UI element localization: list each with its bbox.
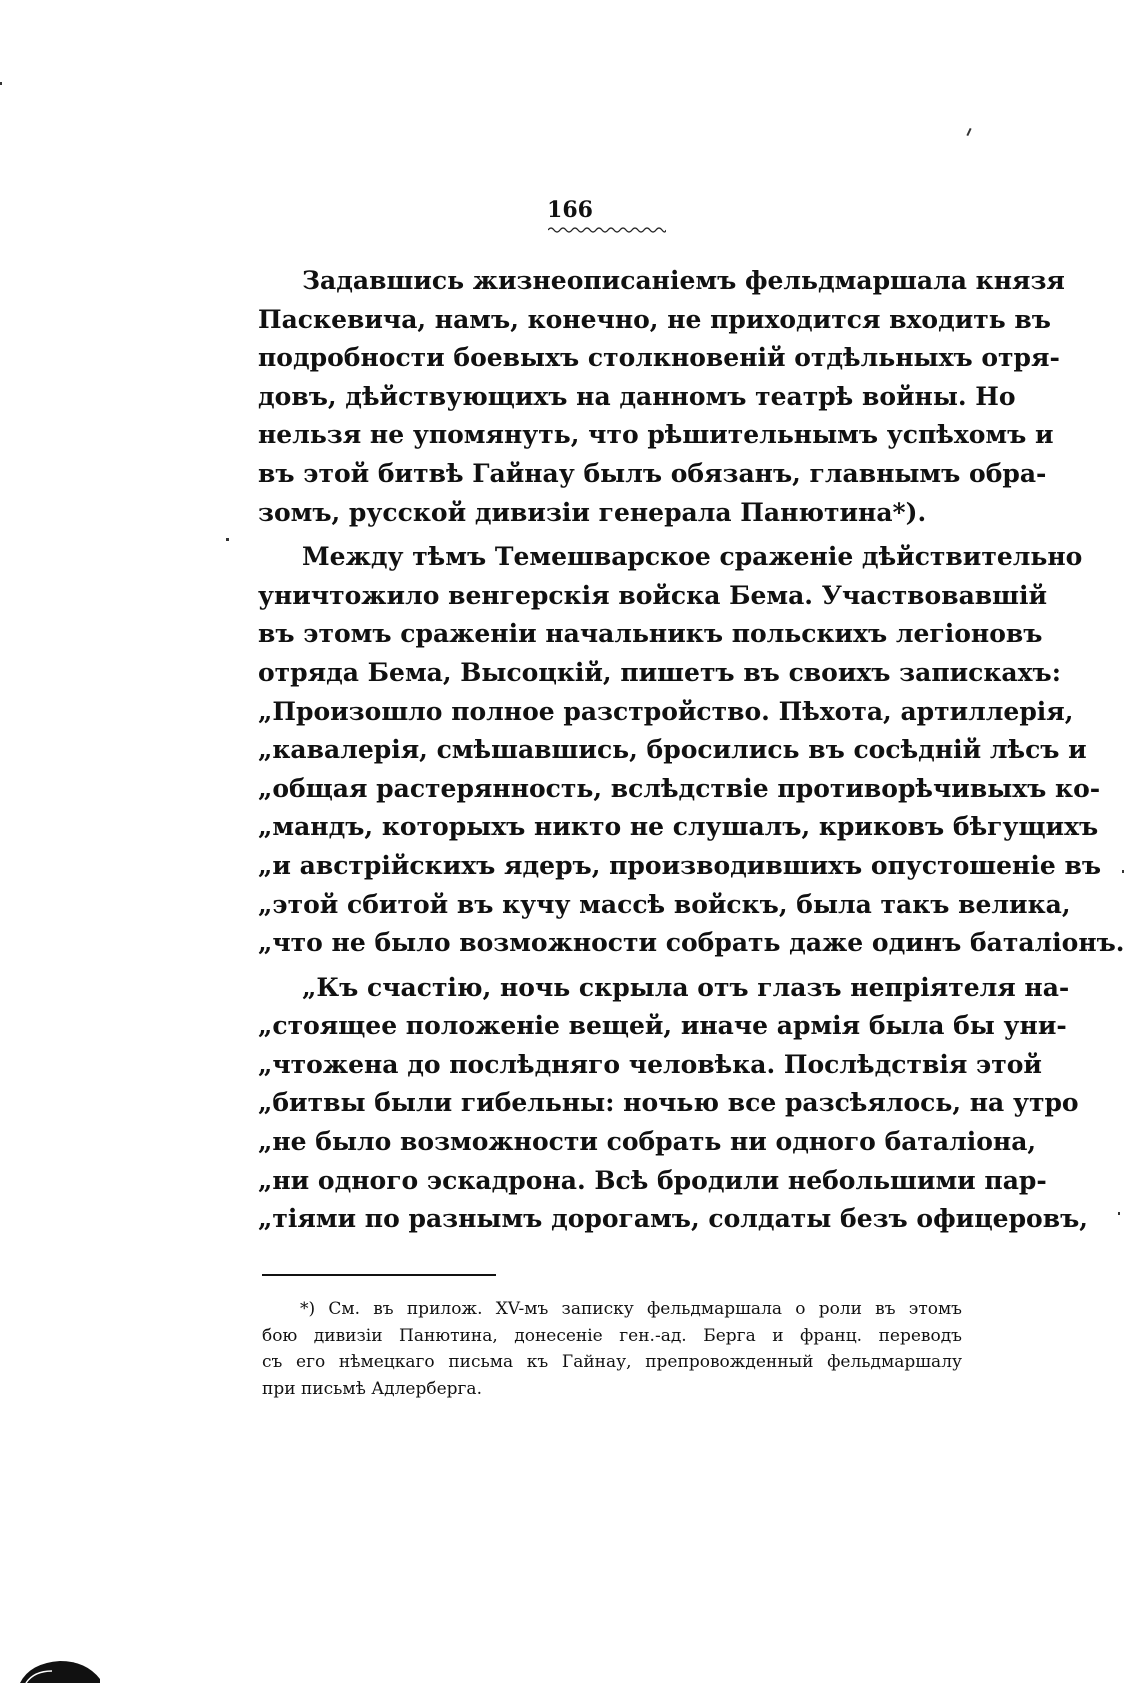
scan-edge-artifact: [20, 1657, 100, 1683]
text-line: уничтожило венгерскія войска Бема. Участвовавшій: [258, 580, 1048, 610]
text-line: „не было возможности собрать ни одного баталіона,: [258, 1127, 1037, 1157]
footnote-line: *) См. въ прилож. XV-мъ записку фельдмаршала о роли въ этомъ: [300, 1299, 962, 1319]
scan-speck: [0, 82, 2, 85]
text-line: Задавшись жизнеописаніемъ фельдмаршала князя: [302, 266, 1065, 295]
page-number-wavy-rule: [548, 226, 666, 234]
scan-speck: [226, 538, 229, 541]
text-line: въ этой битвѣ Гайнау былъ обязанъ, главнымъ обра-: [258, 458, 1047, 488]
text-line: нельзя не упомянуть, что рѣшительнымъ успѣхомъ и: [258, 420, 1054, 450]
text-line: „и австрійскихъ ядеръ, производившихъ опустошеніе въ: [258, 850, 1101, 880]
footnote: [262, 1296, 962, 1402]
text-line: подробности боевыхъ столкновеній отдѣльныхъ отря-: [258, 343, 1060, 373]
text-line: „Къ счастію, ночь скрыла отъ глазъ непріятеля на-: [302, 972, 1070, 1002]
text-line: „этой сбитой въ кучу массѣ войскъ, была такъ велика,: [258, 889, 1071, 919]
text-line: „общая растерянность, вслѣдствіе противорѣчивыхъ ко-: [258, 773, 1101, 803]
text-line: довъ, дѣйствующихъ на данномъ театрѣ войны. Но: [258, 381, 1016, 411]
text-line: „битвы были гибельны: ночью все разсѣялось, на утро: [258, 1088, 1079, 1118]
footnote-divider: [262, 1274, 496, 1276]
footnote-line: съ его нѣмецкаго письма къ Гайнау, препровожденный фельдмаршалу: [262, 1352, 962, 1372]
text-line: „ни одного эскадрона. Всѣ бродили небольшими пар-: [258, 1165, 1047, 1195]
text-line: „стоящее положеніе вещей, иначе армія была бы уни-: [258, 1011, 1067, 1041]
footnote-line: бою дивизіи Панютина, донесеніе ген.-ад. Берга и франц. переводъ: [262, 1325, 962, 1346]
text-line: зомъ, русской дивизіи генерала Панютина*).: [258, 497, 927, 527]
text-line: Между тѣмъ Темешварское сраженіе дѣйствительно: [302, 542, 1083, 572]
page-number: 166: [547, 197, 593, 223]
text-line: „кавалерія, смѣшавшись, бросились въ сосѣдній лѣсъ и: [258, 735, 1087, 765]
footnote-line: при письмѣ Адлерберга.: [262, 1378, 482, 1399]
text-line: „чтожена до послѣдняго человѣка. Послѣдствія этой: [258, 1049, 1042, 1079]
text-line: отряда Бема, Высоцкій, пишетъ въ своихъ запискахъ:: [258, 657, 1061, 687]
text-line: Паскевича, намъ, конечно, не приходится входить въ: [258, 304, 1051, 334]
main-text: [258, 262, 1125, 1239]
scan-speck: [1118, 1212, 1120, 1215]
text-line: „мандъ, которыхъ никто не слушалъ, криковъ бѣгущихъ: [258, 812, 1099, 842]
scan-speck: [966, 128, 971, 136]
text-line: въ этомъ сраженіи начальникъ польскихъ легіоновъ: [258, 619, 1043, 649]
scan-speck: [1122, 870, 1124, 873]
text-line: „что не было возможности собрать даже одинъ баталіонъ.: [258, 928, 1125, 958]
text-line: „тіями по разнымъ дорогамъ, солдаты безъ офицеровъ,: [258, 1204, 1088, 1234]
text-line: „Произошло полное разстройство. Пѣхота, артиллерія,: [258, 696, 1074, 726]
